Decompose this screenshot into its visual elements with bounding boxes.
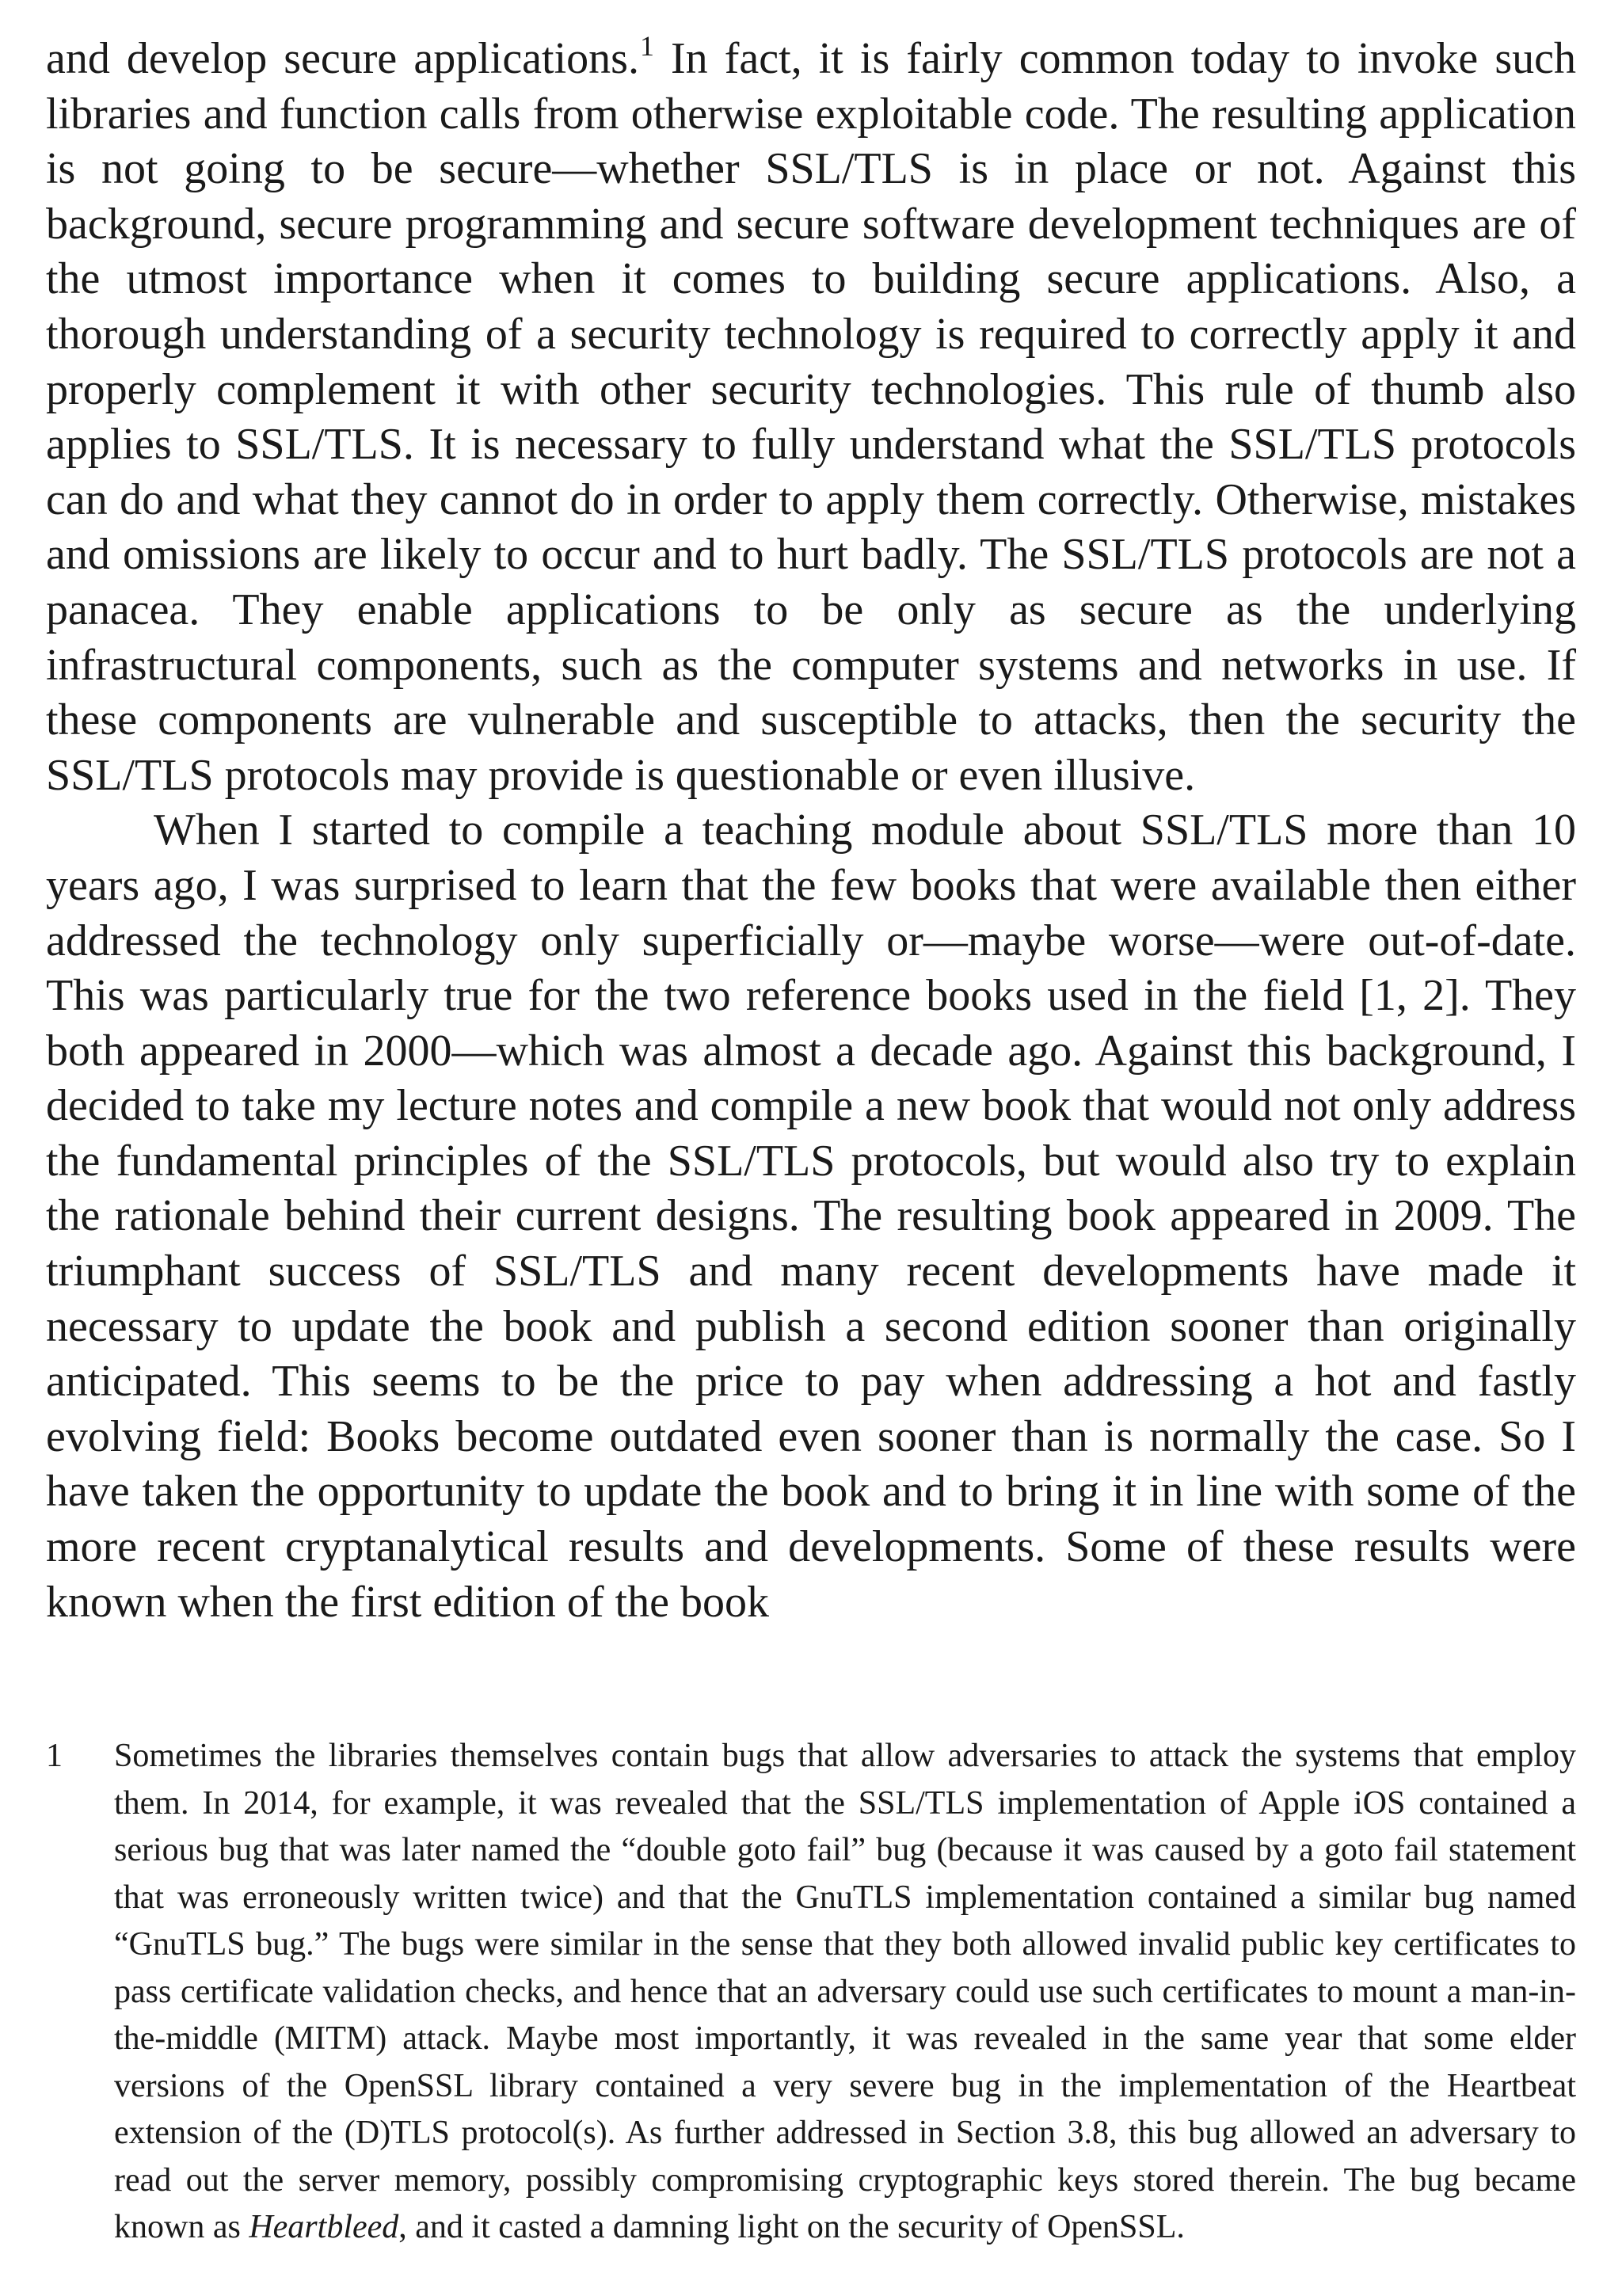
paragraph-1-start: and develop secure applications. xyxy=(46,34,639,83)
body-text xyxy=(46,32,1576,1630)
footnote-reference-1[interactable]: 1 xyxy=(639,30,654,62)
footnote-italic-term: Heartbleed xyxy=(249,2209,399,2245)
footnote-text xyxy=(114,1733,1576,2252)
footnote-number: 1 xyxy=(46,1738,63,1774)
footnote-1 xyxy=(46,1733,1576,2252)
paragraph-1 xyxy=(46,32,1576,803)
paragraph-2: When I started to compile a teaching module about SSL/TLS more than 10 years ago, I was surprised to learn that the few books that were available then either addressed the technology only superficially or—maybe worse—were out-of-date. This was particularly true for the two reference books used in the field [1, 2]. They both appeared in 2000—which was almost a decade ago. Against this background, I decided to take my lecture notes and compile a new book that would not only address the fundamental principles of the SSL/TLS protocols, but would also try to explain the rationale behind their current designs. The resulting book appeared in 2009. The triumphant success of SSL/TLS and many recent developments have made it necessary to update the book and publish a second edition sooner than originally anticipated. This seems to be the price to pay when addressing a hot and fastly evolving field: Books become outdated even sooner than is normally the case. So I have taken the opportunity to update the book and to bring it in line with some of the more recent cryptanalytical results and developments. Some of these results were known when the first edition of the book xyxy=(46,805,1576,1627)
paragraph-1-rest: In fact, it is fairly common today to invoke such libraries and function calls from otherwise exploitable code. The resulting application is not going to be secure—whether SSL/TLS is in place or not. Against this background, secure programming and secure software development techniques are of the utmost importance when it comes to building secure applications. Also, a thorough understanding of a security technology is required to correctly apply it and properly complement it with other security technologies. This rule of thumb also applies to SSL/TLS. It is necessary to fully understand what the SSL/TLS protocols can do and what they cannot do in order to apply them correctly. Otherwise, mistakes and omissions are likely to occur and to hurt badly. The SSL/TLS protocols are not a panacea. They enable applications to be only as secure as the underlying infrastructural components, such as the computer systems and networks in use. If these components are vulnerable and susceptible to attacks, then the security the SSL/TLS protocols may provide is questionable or even illusive. xyxy=(46,34,1576,800)
footnote-text-end: , and it casted a damning light on the security of OpenSSL. xyxy=(398,2209,1185,2245)
footnote-text-main: Sometimes the libraries themselves contain bugs that allow adversaries to attack the systems that employ them. In 2014, for example, it was revealed that the SSL/TLS implementation of Apple iOS contained a serious bug that was later named the “double goto fail” bug (because it was caused by a goto fail statement that was erroneously written twice) and that the GnuTLS implementation contained a similar bug named “GnuTLS bug.” The bugs were similar in the sense that they both allowed invalid public key certificates to pass certificate validation checks, and hence that an adversary could use such certificates to mount a man-in-the-middle (MITM) attack. Maybe most importantly, it was revealed in the same year that some elder versions of the OpenSSL library contained a very severe bug in the implementation of the Heartbeat extension of the (D)TLS protocol(s). As further addressed in Section 3.8, this bug allowed an adversary to read out the server memory, possibly compromising cryptographic keys stored therein. The bug became known as xyxy=(114,1738,1576,2245)
footnotes xyxy=(46,1733,1576,2252)
